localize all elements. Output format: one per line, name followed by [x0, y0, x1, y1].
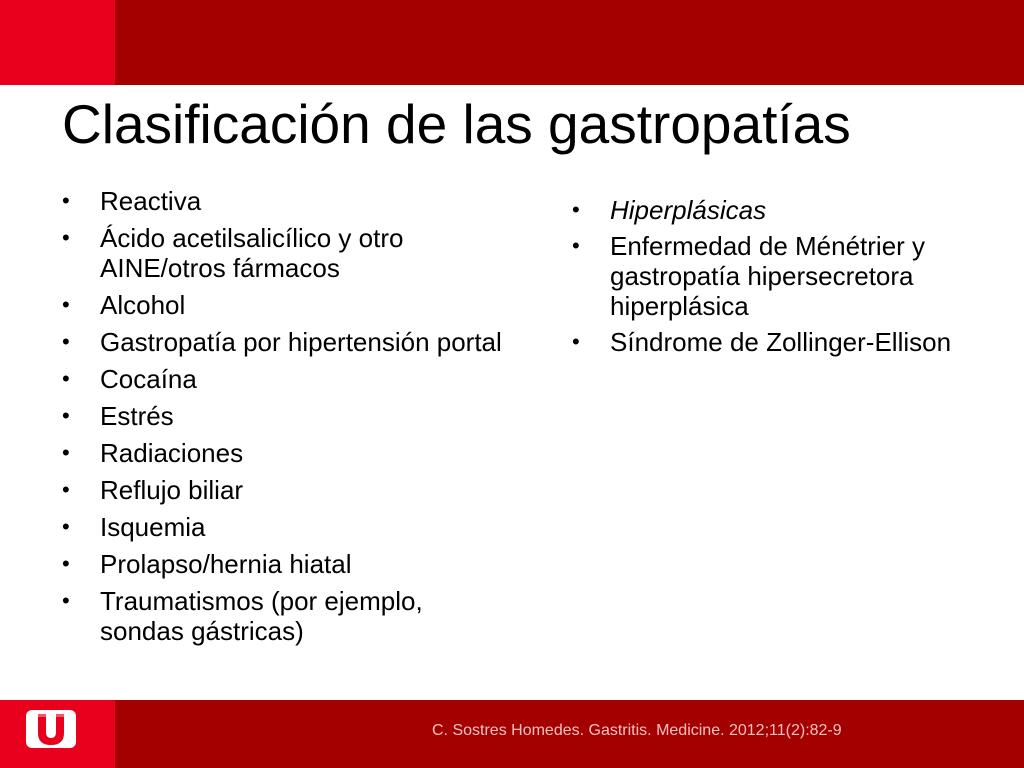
header-accent-block — [0, 0, 115, 85]
list-item — [62, 290, 512, 320]
bullet-icon: • — [62, 440, 70, 465]
list-item-label: Traumatismos (por ejemplo, sondas gástricas) — [100, 586, 423, 646]
bullet-icon: • — [62, 514, 70, 539]
bullet-icon: • — [62, 403, 70, 428]
list-item-label: Radiaciones — [100, 438, 244, 468]
list-item — [62, 364, 512, 394]
list-item-label: Gastropatía por hipertensión portal — [100, 327, 502, 357]
header-bar — [115, 0, 1024, 85]
bullet-icon: • — [572, 197, 580, 222]
list-item — [62, 475, 512, 505]
list-item-label: Isquemia — [100, 512, 206, 542]
list-item — [62, 186, 512, 216]
right-bullet-list — [572, 195, 992, 363]
list-item — [62, 512, 512, 542]
list-item — [62, 586, 512, 646]
bullet-icon: • — [572, 233, 580, 258]
list-item-label: Ácido acetilsalicílico y otro AINE/otros fármacos — [100, 223, 404, 283]
bullet-icon: • — [572, 329, 580, 354]
list-item — [62, 327, 512, 357]
left-bullet-list — [62, 186, 512, 653]
bullet-icon: • — [62, 477, 70, 502]
list-item — [572, 195, 992, 225]
list-item-label: Cocaína — [100, 364, 197, 394]
list-item-label: Prolapso/hernia hiatal — [100, 549, 352, 579]
list-item-label: Síndrome de Zollinger-Ellison — [610, 327, 952, 357]
list-item — [62, 401, 512, 431]
citation-text: C. Sostres Homedes. Gastritis. Medicine. 2012;11(2):82-9 — [432, 722, 842, 739]
u-logo-icon — [26, 710, 76, 748]
bullet-icon: • — [62, 329, 70, 354]
bullet-icon: • — [62, 188, 70, 213]
list-item-label: Reflujo biliar — [100, 475, 244, 505]
list-item — [62, 438, 512, 468]
bullet-icon: • — [62, 551, 70, 576]
list-item — [62, 549, 512, 579]
bullet-icon: • — [62, 588, 70, 613]
list-item-label: Enfermedad de Ménétrier y gastropatía hipersecretora hiperplásica — [610, 231, 926, 321]
list-item — [62, 223, 512, 283]
bullet-icon: • — [62, 292, 70, 317]
bullet-icon: • — [62, 225, 70, 250]
list-item — [572, 231, 992, 321]
bullet-icon: • — [62, 366, 70, 391]
list-item-label: Reactiva — [100, 186, 202, 216]
slide-title: Clasificación de las gastropatías — [62, 93, 851, 155]
list-item-label: Alcohol — [100, 290, 186, 320]
list-item-label: Estrés — [100, 401, 174, 431]
list-item — [572, 327, 992, 357]
list-item-label: Hiperplásicas — [610, 195, 767, 225]
